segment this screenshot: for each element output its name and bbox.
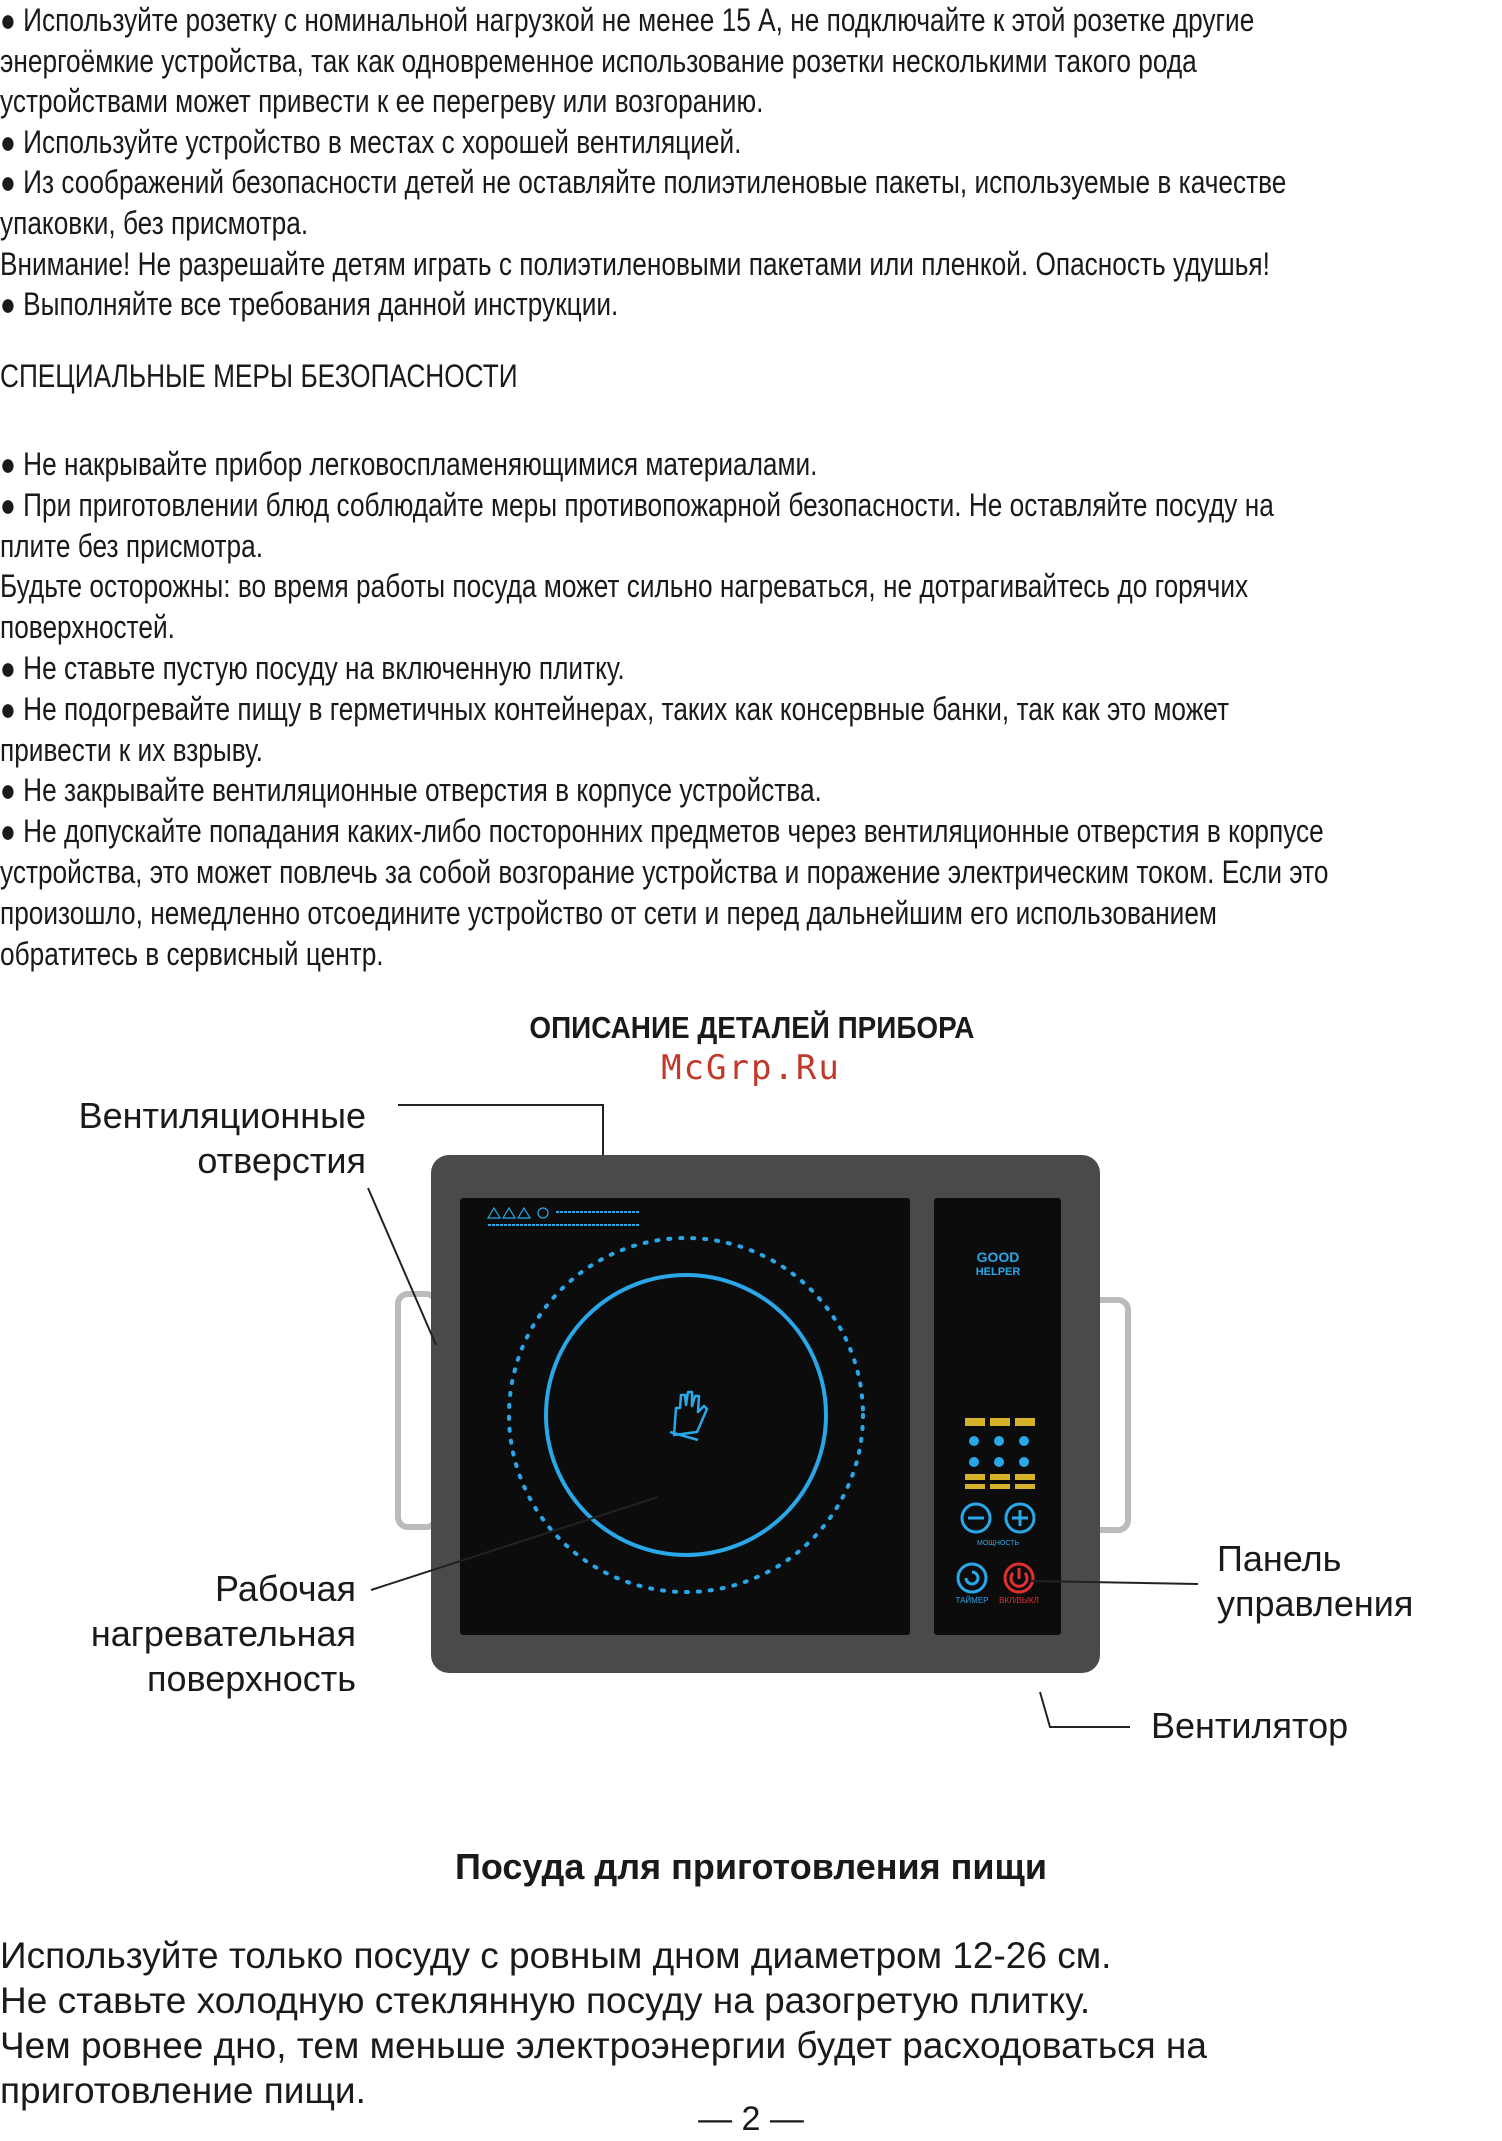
brand-helper: HELPER <box>975 1266 1021 1278</box>
left-handle <box>398 1294 436 1527</box>
vents-label <box>0 1093 366 1183</box>
special-line-3: плите без присмотра. <box>0 527 263 564</box>
top-line-3: устройствами может привести к ее перегреву или возгоранию. <box>0 83 764 120</box>
power-label: МОЩНОСТЬ <box>976 1540 1020 1547</box>
vents-label-line-1: Вентиляционные <box>78 1095 366 1136</box>
top-safety-text <box>0 0 1501 325</box>
cookware-title: Посуда для приготовления пищи <box>454 1846 1048 1887</box>
special-line-2: ● При приготовлении блюд соблюдайте меры противопожарной безопасности. Не оставляйте посуду на <box>0 486 1274 523</box>
top-line-1: ● Используйте розетку с номинальной нагрузкой не менее 15 А, не подключайте к этой розетке другие <box>0 2 1255 38</box>
vents-leader-line <box>398 1105 603 1155</box>
surface-label-line-3: поверхность <box>146 1658 356 1699</box>
surface-label-line-1: Рабочая <box>215 1568 356 1609</box>
special-line-6: ● Не ставьте пустую посуду на включенную плитку. <box>0 649 625 686</box>
panel-label-line-1: Панель <box>1217 1538 1342 1579</box>
vents-leader-diagonal <box>368 1188 436 1345</box>
top-line-5: ● Из соображений безопасности детей не оставляйте полиэтиленовые пакеты, используемые в качестве <box>0 164 1287 201</box>
top-line-8: ● Выполняйте все требования данной инструкции. <box>0 286 619 323</box>
special-line-13: обратитесь в сервисный центр. <box>0 935 384 972</box>
timer-label: ТАЙМЕР <box>955 1596 989 1605</box>
panel-label <box>1217 1536 1413 1626</box>
onoff-label: ВКЛ/ВЫКЛ <box>999 1596 1039 1605</box>
page-number: — 2 — <box>698 2100 804 2138</box>
top-line-2: энергоёмкие устройства, так как одновременное использование розетки несколькими такого рода <box>0 42 1197 79</box>
special-line-7: ● Не подогревайте пищу в герметичных контейнерах, таких как консервные банки, так как это может <box>0 690 1230 727</box>
special-line-11: устройства, это может повлечь за собой возгорание устройства и поражение электрическим током. Если это <box>0 853 1329 890</box>
top-line-4: ● Используйте устройство в местах с хорошей вентиляцией. <box>0 123 742 160</box>
special-line-8: привести к их взрыву. <box>0 731 263 768</box>
cookware-text <box>0 1933 1207 2113</box>
special-line-10: ● Не допускайте попадания каких-либо посторонних предметов через вентиляционные отверстия в корпусе <box>0 813 1324 850</box>
special-line-4: Будьте осторожны: во время работы посуда может сильно нагреваться, не дотрагивайтесь до горячих <box>0 568 1249 605</box>
cookware-line-3: Чем ровнее дно, тем меньше электроэнергии будет расходоваться на <box>0 2025 1207 2066</box>
cookware-line-1: Используйте только посуду с ровным дном диаметром 12-26 см. <box>0 1935 1112 1976</box>
fan-leader-line <box>1040 1692 1130 1727</box>
watermark: McGrp.Ru <box>661 1048 841 1088</box>
diagram-title: ОПИСАНИЕ ДЕТАЛЕЙ ПРИБОРА <box>529 1010 975 1045</box>
top-line-6: упаковки, без присмотра. <box>0 204 309 241</box>
special-line-1: ● Не накрывайте прибор легковоспламеняющимися материалами. <box>0 446 818 482</box>
glass-surface <box>460 1198 910 1635</box>
special-safety-heading: СПЕЦИАЛЬНЫЕ МЕРЫ БЕЗОПАСНОСТИ <box>0 358 518 394</box>
special-safety-text <box>0 444 1328 974</box>
surface-label <box>0 1566 356 1701</box>
panel-label-line-2: управления <box>1217 1583 1414 1624</box>
vents-label-line-2: отверстия <box>197 1140 366 1181</box>
special-line-9: ● Не закрывайте вентиляционные отверстия в корпусе устройства. <box>0 772 822 809</box>
brand-good: GOOD <box>976 1249 1020 1265</box>
cookware-line-2: Не ставьте холодную стеклянную посуду на разогретую плитку. <box>0 1980 1091 2021</box>
top-line-7: Внимание! Не разрешайте детям играть с полиэтиленовыми пакетами или пленкой. Опасность удушья! <box>0 245 1270 282</box>
fan-label: Вентилятор <box>1151 1705 1349 1746</box>
special-line-5: поверхностей. <box>0 609 175 646</box>
surface-label-line-2: нагревательная <box>90 1613 356 1654</box>
special-line-12: произошло, немедленно отсоедините устройство от сети и перед дальнейшим его использованием <box>0 894 1217 931</box>
cookware-line-4: приготовление пищи. <box>0 2070 366 2111</box>
